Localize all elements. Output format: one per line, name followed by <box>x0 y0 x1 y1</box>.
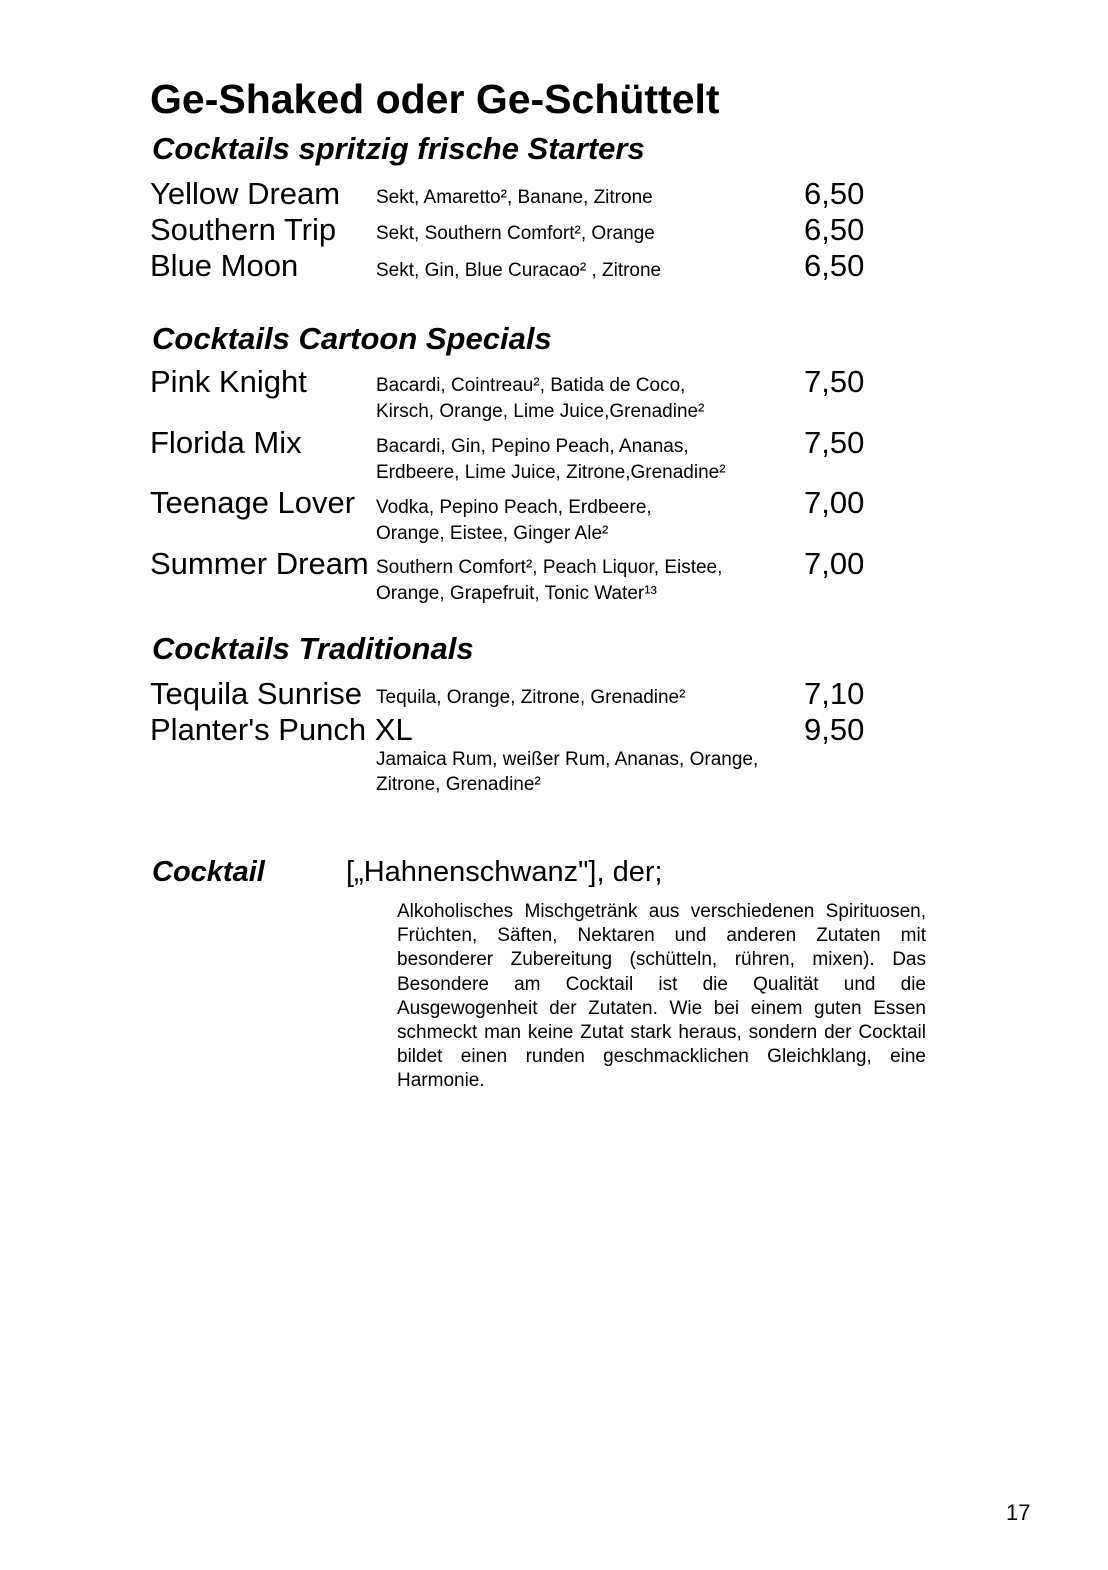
item-description-line-1: Bacardi, Gin, Pepino Peach, Ananas, <box>376 436 689 457</box>
item-name: Summer Dream <box>150 546 369 581</box>
item-description-line-2: Erdbeere, Lime Juice, Zitrone,Grenadine² <box>376 462 726 483</box>
item-description: Sekt, Southern Comfort², Orange <box>376 223 655 244</box>
item-name: Blue Moon <box>150 248 299 283</box>
definition-gloss: [„Hahnenschwanz"], der; <box>346 856 663 888</box>
section-title-cartoon-specials: Cocktails Cartoon Specials <box>152 321 552 356</box>
item-description-line-2: Zitrone, Grenadine² <box>376 774 541 795</box>
item-name: Tequila Sunrise <box>150 676 362 711</box>
item-price: 9,50 <box>804 712 865 747</box>
item-price: 6,50 <box>804 176 865 211</box>
definition-text: Alkoholisches Mischgetränk aus verschiedenen Spirituosen, Früchten, Säften, Nektaren und anderen Zutaten mit besonderer Zubereitung (schütteln, rühren, mixen). Das Besondere am Cocktail ist die Qualität und die Ausgewogenheit der Zutaten. Wie bei einem guten Essen schmeckt man keine Zutat stark heraus, sondern der Cocktail bildet einen runden geschmacklichen Gleichklang, eine Harmonie. <box>397 901 926 1092</box>
item-price: 6,50 <box>804 248 865 283</box>
item-name: Teenage Lover <box>150 485 356 520</box>
item-name: Yellow Dream <box>150 176 341 211</box>
page-title: Ge-Shaked oder Ge-Schüttelt <box>150 76 720 122</box>
item-description-line-1: Bacardi, Cointreau², Batida de Coco, <box>376 375 686 396</box>
item-name: Florida Mix <box>150 425 302 460</box>
item-name: Pink Knight <box>150 364 307 399</box>
item-description-line-1: Southern Comfort², Peach Liquor, Eistee, <box>376 557 723 578</box>
item-name: Planter's Punch XL <box>150 712 413 747</box>
section-title-starters: Cocktails spritzig frische Starters <box>152 131 645 166</box>
item-description: Sekt, Gin, Blue Curacao² , Zitrone <box>376 260 662 281</box>
item-name: Southern Trip <box>150 212 337 247</box>
item-price: 7,10 <box>804 676 865 711</box>
item-price: 6,50 <box>804 212 865 247</box>
item-description-line-2: Kirsch, Orange, Lime Juice,Grenadine² <box>376 401 705 422</box>
section-title-traditionals: Cocktails Traditionals <box>152 631 474 666</box>
item-description: Tequila, Orange, Zitrone, Grenadine² <box>376 687 686 708</box>
item-price: 7,50 <box>804 364 865 399</box>
page-number: 17 <box>1006 1500 1031 1525</box>
item-description: Sekt, Amaretto², Banane, Zitrone <box>376 187 653 208</box>
item-description-line-1: Vodka, Pepino Peach, Erdbeere, <box>376 497 652 518</box>
item-price: 7,50 <box>804 425 865 460</box>
definition-term: Cocktail <box>152 856 265 888</box>
item-description-line-1: Jamaica Rum, weißer Rum, Ananas, Orange, <box>376 749 759 770</box>
item-description-line-2: Orange, Grapefruit, Tonic Water¹³ <box>376 583 657 604</box>
item-price: 7,00 <box>804 546 865 581</box>
item-description-line-2: Orange, Eistee, Ginger Ale² <box>376 523 609 544</box>
item-price: 7,00 <box>804 485 865 520</box>
